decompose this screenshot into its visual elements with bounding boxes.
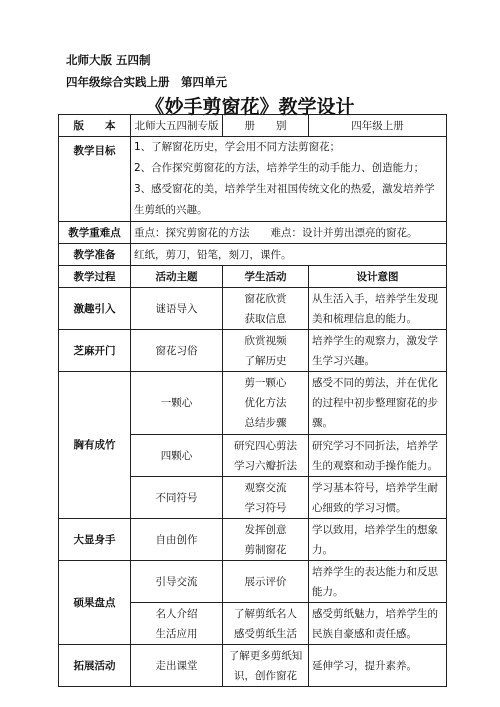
student-activity — [223, 603, 309, 645]
student-activity-line: 展示评价 — [244, 575, 287, 588]
student-activity — [223, 519, 309, 561]
student-activity-line: 感受剪纸生活 — [234, 627, 297, 640]
goals-row — [59, 137, 447, 222]
activity-theme — [131, 561, 223, 603]
student-activity-line: 了解剪纸名人 — [234, 607, 297, 620]
student-activity-line: 获取信息 — [244, 312, 287, 325]
activity-theme-line: 自由创作 — [155, 533, 198, 546]
student-activity-line: 总结步骤 — [244, 417, 287, 429]
goal-item: 2、合作探究剪窗花的方法，培养学生的动手能力、创造能力； — [134, 162, 425, 174]
goal-item: 1、了解窗花历史，学会用不同方法剪窗花； — [134, 141, 341, 153]
volume-value: 四年级上册 — [309, 115, 447, 137]
student-activity — [223, 645, 309, 687]
stage-label: 拓展活动 — [59, 645, 131, 687]
student-activity-line: 发挥创意 — [244, 523, 287, 536]
activity-theme-line: 谜语导入 — [155, 302, 198, 315]
design-intent: 从生活入手，培养学生发现美和梳理信息的能力。 — [309, 288, 447, 330]
design-intent: 延伸学习，提升素养。 — [309, 645, 447, 687]
student-activity — [223, 372, 309, 435]
edition-label: 版 本 — [59, 115, 131, 137]
prep-label: 教学准备 — [59, 244, 131, 266]
process-header-row — [59, 266, 447, 288]
student-activity — [223, 435, 309, 477]
student-activity-line: 了解更多剪纸知识，创作窗花 — [228, 649, 303, 682]
student-activity-line: 学习六瓣折法 — [234, 459, 297, 472]
stage-label: 芝麻开门 — [59, 330, 131, 372]
student-activity — [223, 288, 309, 330]
student-activity-line: 欣赏视频 — [244, 334, 287, 347]
activity-theme — [131, 477, 223, 519]
student-activity-line: 研究四心剪法 — [234, 439, 297, 452]
activity-theme — [131, 372, 223, 435]
stage-label: 大显身手 — [59, 519, 131, 561]
activity-theme — [131, 603, 223, 645]
student-activity — [223, 477, 309, 519]
student-activity-line: 优化方法 — [244, 397, 287, 409]
process-rows — [59, 288, 447, 687]
process-row — [59, 330, 447, 372]
process-row — [59, 288, 447, 330]
goals-content — [131, 137, 447, 222]
info-row — [59, 115, 447, 137]
stage-label: 胸有成竹 — [59, 372, 131, 519]
student-activity-line: 剪制窗花 — [244, 543, 287, 556]
design-intent: 感受不同的剪法，并在优化的过程中初步整理窗花的步骤。 — [309, 372, 447, 435]
stage-label: 硕果盘点 — [59, 561, 131, 645]
col-activity-header: 学生活动 — [223, 266, 309, 288]
header-edition: 北师大版 五四制 — [66, 53, 151, 67]
process-row — [59, 645, 447, 687]
activity-theme — [131, 288, 223, 330]
student-activity-line: 窗花欣赏 — [244, 292, 287, 305]
goal-item: 3、感受窗花的美，培养学生对祖国传统文化的热爱，激发培养学生剪纸的兴趣。 — [134, 183, 435, 216]
process-label: 教学过程 — [59, 266, 131, 288]
activity-theme — [131, 435, 223, 477]
student-activity — [223, 330, 309, 372]
process-row — [59, 519, 447, 561]
student-activity-line: 剪一颗心 — [244, 377, 287, 389]
volume-label: 册 别 — [223, 115, 309, 137]
activity-theme-line: 引导交流 — [155, 575, 198, 588]
key-points-row — [59, 222, 447, 244]
design-intent: 学以致用，培养学生的想象力。 — [309, 519, 447, 561]
activity-theme — [131, 519, 223, 561]
col-intent-header: 设计意图 — [309, 266, 447, 288]
key-points-label: 教学重难点 — [59, 222, 131, 244]
prep-value: 红纸，剪刀，铅笔，刻刀，课件。 — [131, 244, 447, 266]
activity-theme-line: 四颗心 — [160, 449, 193, 462]
lesson-plan-table — [58, 114, 447, 687]
prep-row — [59, 244, 447, 266]
stage-label: 激趣引入 — [59, 288, 131, 330]
activity-theme-line: 走出课堂 — [155, 659, 198, 672]
student-activity-line: 观察交流 — [244, 481, 287, 494]
key-points-value: 重点：探究剪窗花的方法 难点：设计并剪出漂亮的窗花。 — [131, 222, 447, 244]
student-activity-line: 了解历史 — [244, 354, 287, 367]
activity-theme-line: 一颗心 — [160, 397, 193, 409]
header-unit: 四年级综合实践上册 第四单元 — [66, 75, 227, 89]
activity-theme-line: 窗花习俗 — [155, 344, 198, 357]
process-row — [59, 561, 447, 603]
design-intent: 研究学习不同折法，培养学生的观察和动手操作能力。 — [309, 435, 447, 477]
document-title: 《妙手剪窗花》教学设计 — [145, 96, 355, 118]
activity-theme — [131, 330, 223, 372]
activity-theme-line: 生活应用 — [155, 627, 198, 640]
student-activity-line: 学习符号 — [244, 501, 287, 514]
activity-theme — [131, 645, 223, 687]
design-intent: 培养学生的表达能力和反思能力。 — [309, 561, 447, 603]
design-intent: 感受剪纸魅力，培养学生的民族自豪感和责任感。 — [309, 603, 447, 645]
process-row — [59, 372, 447, 435]
edition-value: 北师大五四制专版 — [131, 115, 223, 137]
design-intent: 学习基本符号，培养学生耐心细致的学习习惯。 — [309, 477, 447, 519]
design-intent: 培养学生的观察力，激发学生学习兴趣。 — [309, 330, 447, 372]
student-activity — [223, 561, 309, 603]
goals-label: 教学目标 — [59, 137, 131, 222]
activity-theme-line: 名人介绍 — [155, 607, 198, 620]
col-theme-header: 活动主题 — [131, 266, 223, 288]
activity-theme-line: 不同符号 — [155, 491, 198, 504]
